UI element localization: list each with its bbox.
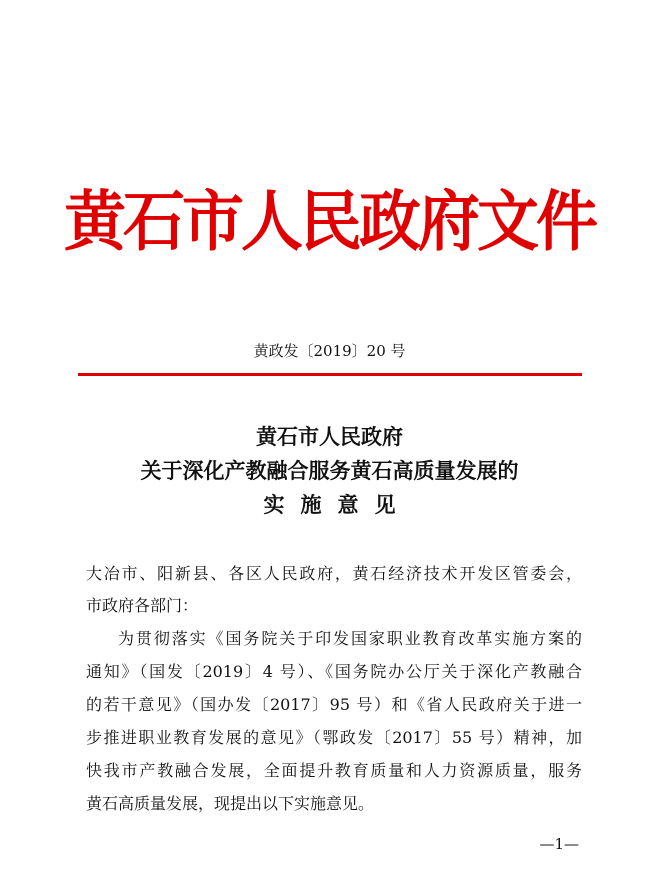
document-title-line-1: 黄石市人民政府	[256, 424, 403, 449]
body-paragraph-line: 为贯彻落实《国务院关于印发国家职业教育改革实施方案的	[118, 629, 582, 648]
addressee-line-2: 市政府各部门：	[86, 596, 199, 615]
red-divider-line	[78, 373, 582, 376]
body-paragraph-line: 快我市产教融合发展，全面提升教育质量和人力资源质量，服务	[86, 761, 582, 780]
red-header-title: 黄石市人民政府文件	[63, 183, 595, 260]
page-number: —1—	[539, 835, 579, 853]
document-number: 黄政发〔2019〕20 号	[253, 342, 406, 360]
document-title-line-2: 关于深化产教融合服务黄石高质量发展的	[140, 458, 519, 483]
body-paragraph-line: 步推进职业教育发展的意见》（鄂政发〔2017〕55 号）精神，加	[86, 728, 582, 747]
body-paragraph-line: 通知》（国发〔2019〕4 号）、《国务院办公厅关于深化产教融合	[86, 662, 582, 681]
document-title-line-3: 实施意见	[263, 492, 412, 517]
body-paragraph-line: 的若干意见》（国办发〔2017〕95 号）和《省人民政府关于进一	[86, 695, 582, 714]
body-paragraph-line: 黄石高质量发展，现提出以下实施意见。	[86, 794, 375, 813]
addressee-line-1: 大冶市、阳新县、各区人民政府，黄石经济技术开发区管委会，	[86, 564, 582, 583]
